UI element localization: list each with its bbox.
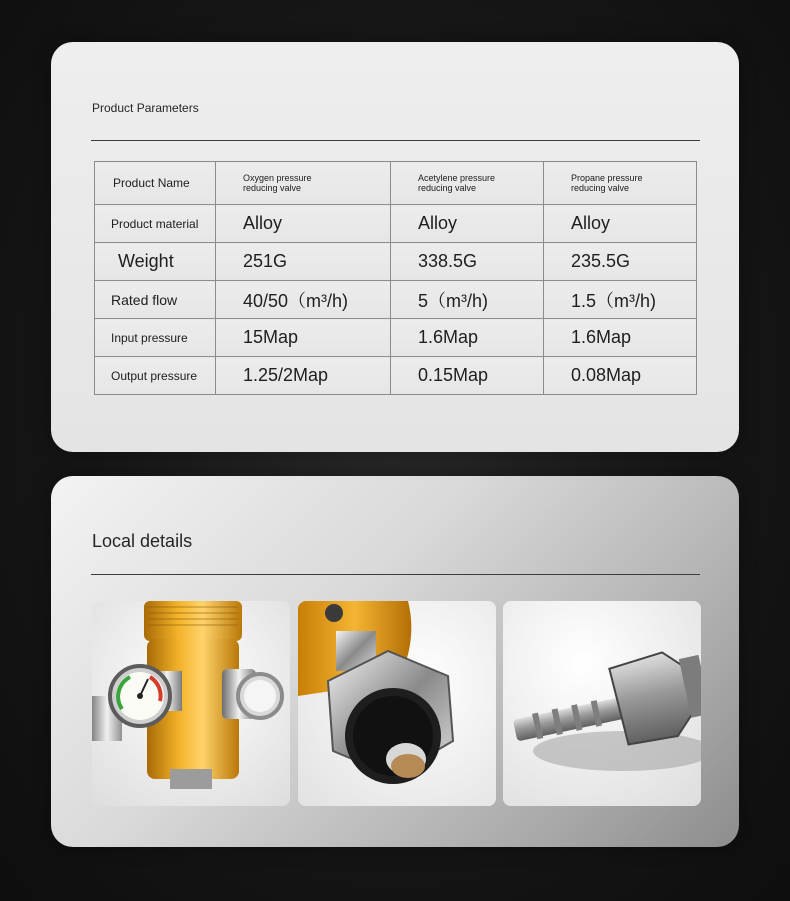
table-cell: 0.08Map	[544, 357, 697, 395]
table-row	[95, 205, 697, 243]
table-cell: 235.5G	[544, 243, 697, 281]
column-header-propane: Propane pressure reducing valve	[544, 162, 697, 205]
table-row	[95, 357, 697, 395]
table-cell: 251G	[216, 243, 391, 281]
table-cell: Alloy	[391, 205, 544, 243]
table-cell: 5（m³/h)	[391, 281, 544, 319]
product-parameters-card	[51, 42, 739, 452]
parameters-table	[94, 161, 697, 395]
table-cell: 1.6Map	[544, 319, 697, 357]
table-cell: 1.6Map	[391, 319, 544, 357]
table-cell: 338.5G	[391, 243, 544, 281]
table-cell: 0.15Map	[391, 357, 544, 395]
table-cell: Alloy	[216, 205, 391, 243]
table-cell-label: Input pressure	[95, 319, 216, 357]
table-cell-label: Rated flow	[95, 281, 216, 319]
column-header-acetylene: Acetylene pressure reducing valve	[391, 162, 544, 205]
table-cell-label: Product material	[95, 205, 216, 243]
local-details-card	[51, 476, 739, 847]
table-cell: 15Map	[216, 319, 391, 357]
table-cell-label: Weight	[95, 243, 216, 281]
table-cell: Alloy	[544, 205, 697, 243]
column-header-oxygen: Oxygen pressure reducing valve	[216, 162, 391, 205]
table-row	[95, 319, 697, 357]
regulator-with-gauges-photo	[92, 601, 290, 806]
table-row	[95, 281, 697, 319]
table-cell: 1.25/2Map	[216, 357, 391, 395]
barbed-hose-fitting-photo	[503, 601, 701, 806]
divider	[91, 574, 700, 575]
section-title-parameters: Product Parameters	[92, 101, 199, 115]
table-cell-label: Output pressure	[95, 357, 216, 395]
table-cell: 1.5（m³/h)	[544, 281, 697, 319]
section-title-details: Local details	[92, 531, 193, 551]
table-cell: 40/50（m³/h)	[216, 281, 391, 319]
table-cell-label: Product Name	[95, 162, 216, 205]
table-header-row	[95, 162, 697, 205]
hex-nut-filter-closeup-photo	[298, 601, 496, 806]
table-row	[95, 243, 697, 281]
divider	[91, 140, 700, 141]
